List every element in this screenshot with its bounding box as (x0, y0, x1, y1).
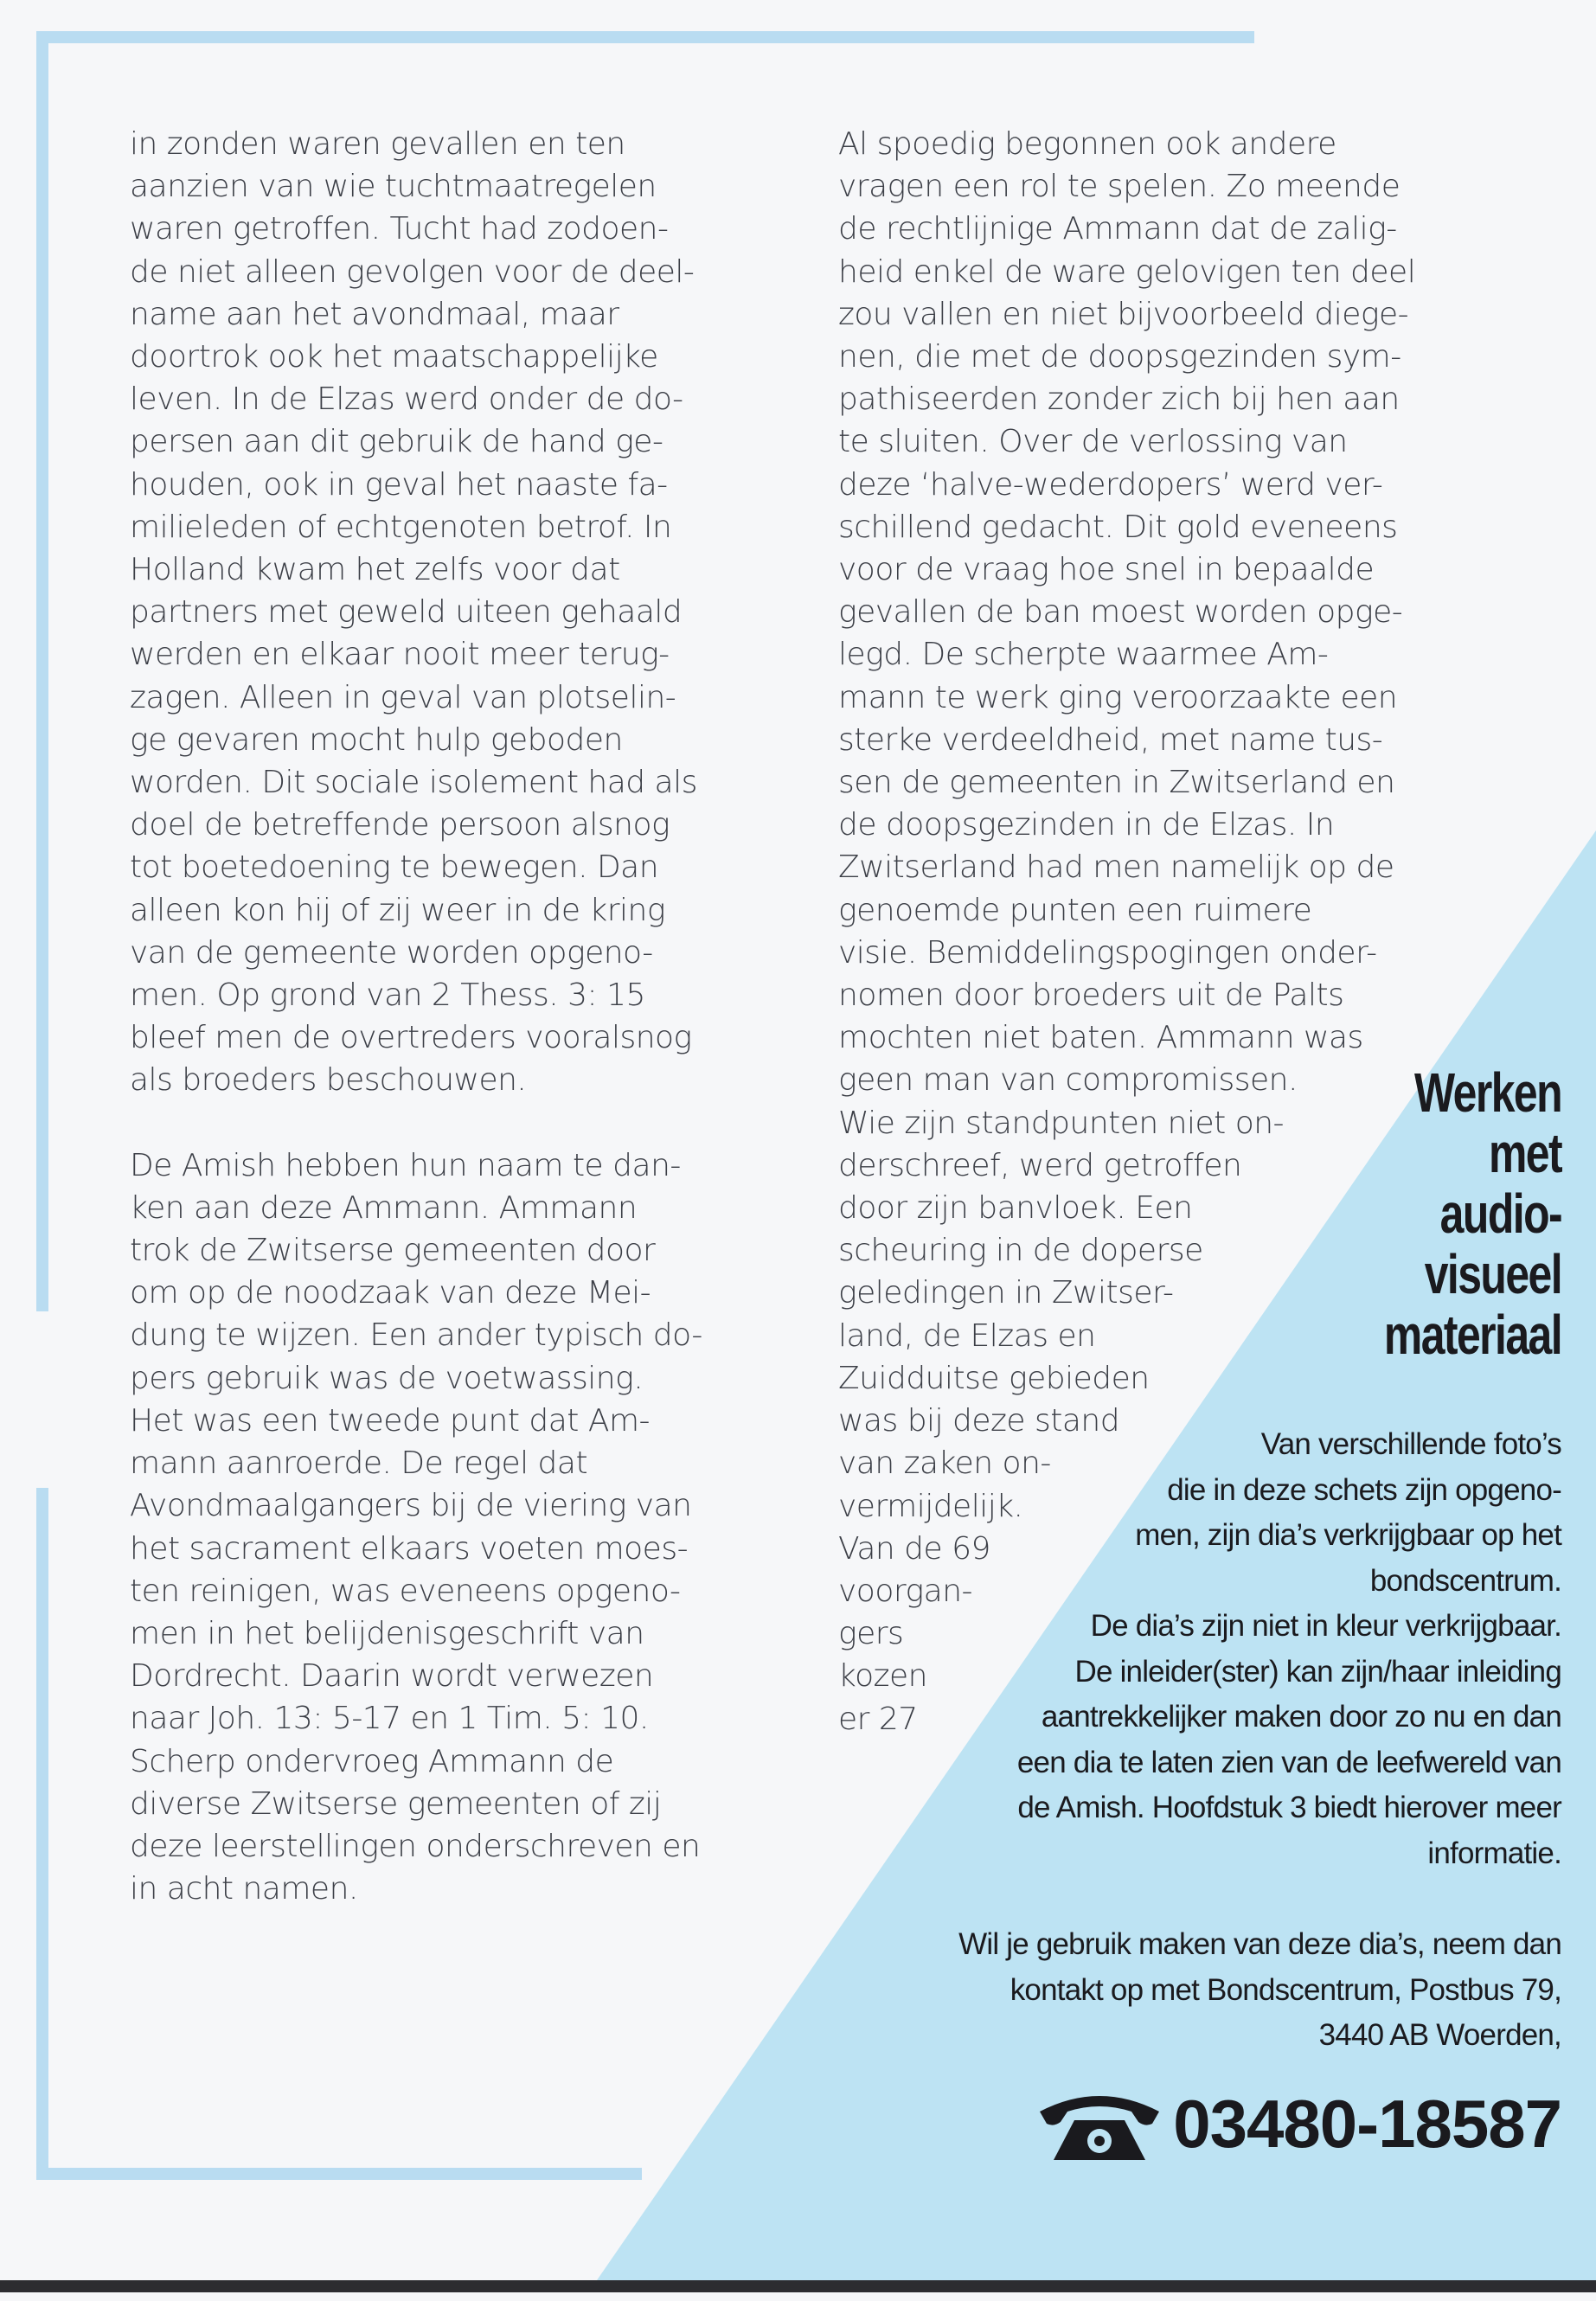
sidebar-heading: Werken met audio- visueel materiaal (1383, 1061, 1561, 1366)
bottom-rule (0, 2280, 1596, 2292)
frame-top-bar (36, 31, 1254, 43)
left-text-column (130, 123, 787, 1910)
left-paragraph-1: in zonden waren gevallen en ten aanzien van wie tuchtmaatregelen waren getroffen. Tucht had zodoen- de niet alleen gevolgen voor de deel- name aan het avondmaal, maar doortrok ook het maatschappelijke leven. In de Elzas werd onder de do- persen aan dit gebruik de hand ge- houden, ook in geval het naaste fa- milieleden of echtgenoten betrof. In Holland kwam het zelfs voor dat partners met geweld uiteen gehaald werden en elkaar nooit meer terug- zagen. Alleen in geval van plotselin- ge gevaren mocht hulp geboden worden. Dit sociale isolement had als doel de betreffende persoon alsnog tot boetedoening te bewegen. Dan alleen kon hij of zij weer in de kring van de gemeente worden opgeno- men. Op grond van 2 Thess. 3: 15 bleef men de overtreders vooralsnog als broeders beschouwen. (130, 126, 697, 1099)
phone-number: 03480-18587 (1173, 2086, 1561, 2162)
sidebar-info-text: Van verschillende foto’s die in deze schets zijn opgeno- men, zijn dia’s verkrijgbaar op het bondscentrum. De dia’s zijn niet in kleur verkrijgbaar. De inleider(ster) kan zijn/haar inleiding aantrekkelijker maken door zo nu en dan een dia te laten zien van de leefwereld van de Amish. Hoofdstuk 3 biedt hierover meer informatie. (1016, 1427, 1561, 1870)
phone-row (1035, 2085, 1561, 2163)
left-paragraph-2: De Amish hebben hun naam te dan- ken aan deze Ammann. Ammann trok de Zwitserse gemeenten door om op de noodzaak van deze Mei- dung te wijzen. Een ander typisch do- pers gebruik was de voetwassing. Het was een tweede punt dat Am- mann aanroerde. De regel dat Avondmaalgangers bij de viering van het sacrament elkaars voeten moes- ten reinigen, was eveneens opgeno- men in het belijdenisgeschrift van Dordrecht. Daarin wordt verwezen naar Joh. 13: 5-17 en 1 Tim. 5: 10. Scherp ondervroeg Ammann de diverse Zwitserse gemeenten of zij deze leerstellingen onderschreven en in acht namen. (130, 1147, 702, 1907)
right-paragraph: Al spoedig begonnen ook andere vragen een rol te spelen. Zo meende de rechtlijnige Ammann dat de zalig- heid enkel de ware gelovigen ten deel zou vallen en niet bijvoorbeeld diege- nen, die met de doopsgezinden sym- pathiseerden zonder zich bij hen aan te sluiten. Over de verlossing van deze ‘halve-wederdopers’ werd ver- schillend gedacht. Dit gold eveneens voor de vraag hoe snel in bepaalde gevallen de ban moest worden opge- legd. De scherpte waarmee Am- mann te werk ging veroorzaakte een sterke verdeeldheid, met name tus- sen de gemeenten in Zwitserland en de doopsgezinden in de Elzas. In Zwitserland had men namelijk op de genoemde punten een ruimere visie. Bemiddelingspogingen onder- nomen door broeders uit de Palts mochten niet baten. Ammann was geen man van compromissen. Wie zijn standpunten niet on- derschreef, werd getroffen door zijn banvloek. Een scheuring in de doperse geledingen in Zwitser- land, de Elzas en Zuidduitse gebieden was bij deze stand van zaken on- vermijdelijk. Van de 69 voorgan- gers kozen er 27 (838, 126, 1416, 1737)
sidebar-contact-text: Wil je gebruik maken van deze dia’s, neem dan kontakt op met Bondscentrum, Postbus 79, 3440 AB Woerden, (958, 1927, 1561, 2052)
frame-left-bar (36, 31, 48, 1311)
frame-left-bar-lower (36, 1488, 48, 2180)
frame-bottom-bar (36, 2168, 642, 2180)
telephone-icon (1035, 2086, 1164, 2163)
